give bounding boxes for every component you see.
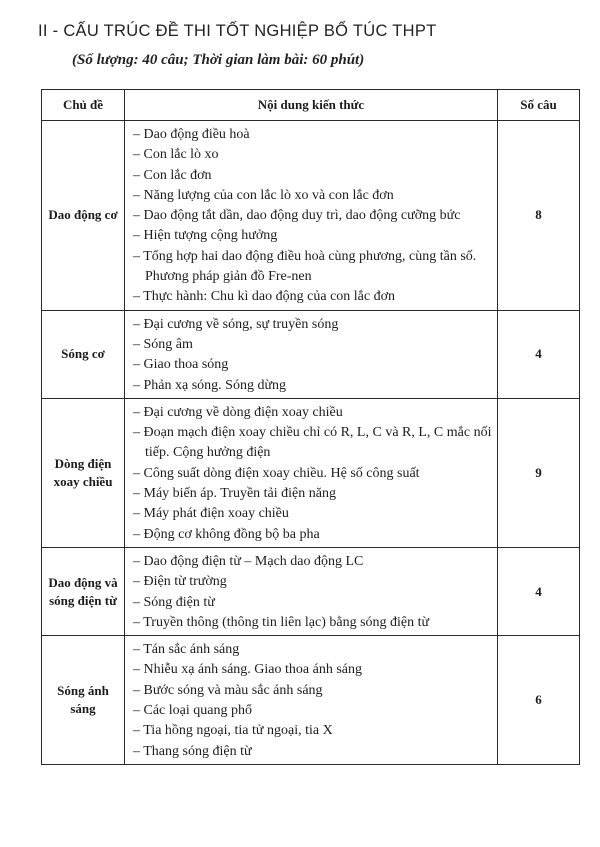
table-header-row xyxy=(42,90,580,121)
list-item: – Sóng âm xyxy=(133,336,193,352)
table-row xyxy=(42,547,580,635)
header-topic: Chủ đề xyxy=(42,90,125,121)
content-cell xyxy=(125,547,498,635)
list-item: – Đại cương về sóng, sự truyền sóng xyxy=(133,316,339,332)
table-row xyxy=(42,398,580,547)
topic-cell: Sóng cơ xyxy=(42,310,125,398)
table-row xyxy=(42,636,580,765)
list-item: – Hiện tượng cộng hưởng xyxy=(133,228,278,244)
topic-cell: Dao động cơ xyxy=(42,121,125,311)
header-content: Nội dung kiến thức xyxy=(125,90,498,121)
syllabus-table xyxy=(41,89,580,765)
header-count: Số câu xyxy=(498,90,580,121)
table-row xyxy=(42,310,580,398)
list-item: – Con lắc lò xo xyxy=(133,147,219,163)
list-item: – Dao động điều hoà xyxy=(133,127,250,142)
content-list xyxy=(133,640,493,762)
list-item: – Động cơ không đồng bộ ba pha xyxy=(133,526,320,542)
list-item: – Giao thoa sóng xyxy=(133,357,229,373)
list-item: – Các loại quang phổ xyxy=(133,703,252,719)
topic-cell: Dao động và sóng điện từ xyxy=(42,547,125,635)
list-item: – Công suất dòng điện xoay chiều. Hệ số công suất xyxy=(133,465,420,481)
content-cell xyxy=(125,636,498,765)
list-item: – Nhiễu xạ ánh sáng. Giao thoa ánh sáng xyxy=(133,662,362,678)
list-item: – Máy phát điện xoay chiều xyxy=(133,506,289,522)
page-heading: II - CẤU TRÚC ĐỀ THI TỐT NGHIỆP BỔ TÚC THPT xyxy=(38,22,437,40)
list-item: – Tán sắc ánh sáng xyxy=(133,642,240,658)
list-item: – Dao động điện từ – Mạch dao động LC xyxy=(133,553,364,569)
list-item: – Tổng hợp hai dao động điều hoà cùng phương, cùng tần số. Phương pháp giản đồ Fre-nen xyxy=(133,248,477,285)
list-item: – Máy biến áp. Truyền tải điện năng xyxy=(133,486,336,502)
list-item: – Năng lượng của con lắc lò xo và con lắc đơn xyxy=(133,187,394,203)
content-list xyxy=(133,125,493,308)
content-list xyxy=(133,552,493,633)
list-item: – Đại cương về dòng điện xoay chiều xyxy=(133,404,343,420)
table-row xyxy=(42,121,580,311)
table-body xyxy=(42,121,580,765)
topic-cell: Dòng điện xoay chiều xyxy=(42,398,125,547)
list-item: – Sóng điện từ xyxy=(133,594,215,610)
list-item: – Thực hành: Chu kì dao động của con lắc đơn xyxy=(133,289,396,305)
list-item: – Đoạn mạch điện xoay chiều chỉ có R, L, C và R, L, C mắc nối tiếp. Cộng hưởng điện xyxy=(133,425,492,461)
question-count-cell: 4 xyxy=(498,547,580,635)
list-item: – Bước sóng và màu sắc ánh sáng xyxy=(133,682,323,698)
list-item: – Thang sóng điện từ xyxy=(133,743,252,759)
exam-info-subheading: (Số lượng: 40 câu; Thời gian làm bài: 60 phút) xyxy=(72,52,365,68)
content-list xyxy=(133,403,493,545)
list-item: – Dao động tắt dần, dao động duy trì, dao động cưỡng bức xyxy=(133,208,461,224)
question-count-cell: 6 xyxy=(498,636,580,765)
question-count-cell: 9 xyxy=(498,398,580,547)
content-list xyxy=(133,315,493,396)
content-cell xyxy=(125,398,498,547)
content-cell xyxy=(125,310,498,398)
list-item: – Tia hồng ngoại, tia tử ngoại, tia X xyxy=(133,723,333,739)
list-item: – Điện từ trường xyxy=(133,574,227,590)
list-item: – Phản xạ sóng. Sóng dừng xyxy=(133,377,287,393)
question-count-cell: 8 xyxy=(498,121,580,311)
list-item: – Con lắc đơn xyxy=(133,167,212,183)
topic-cell: Sóng ánh sáng xyxy=(42,636,125,765)
question-count-cell: 4 xyxy=(498,310,580,398)
content-cell xyxy=(125,121,498,311)
list-item: – Truyền thông (thông tin liên lạc) bằng sóng điện từ xyxy=(133,614,430,630)
